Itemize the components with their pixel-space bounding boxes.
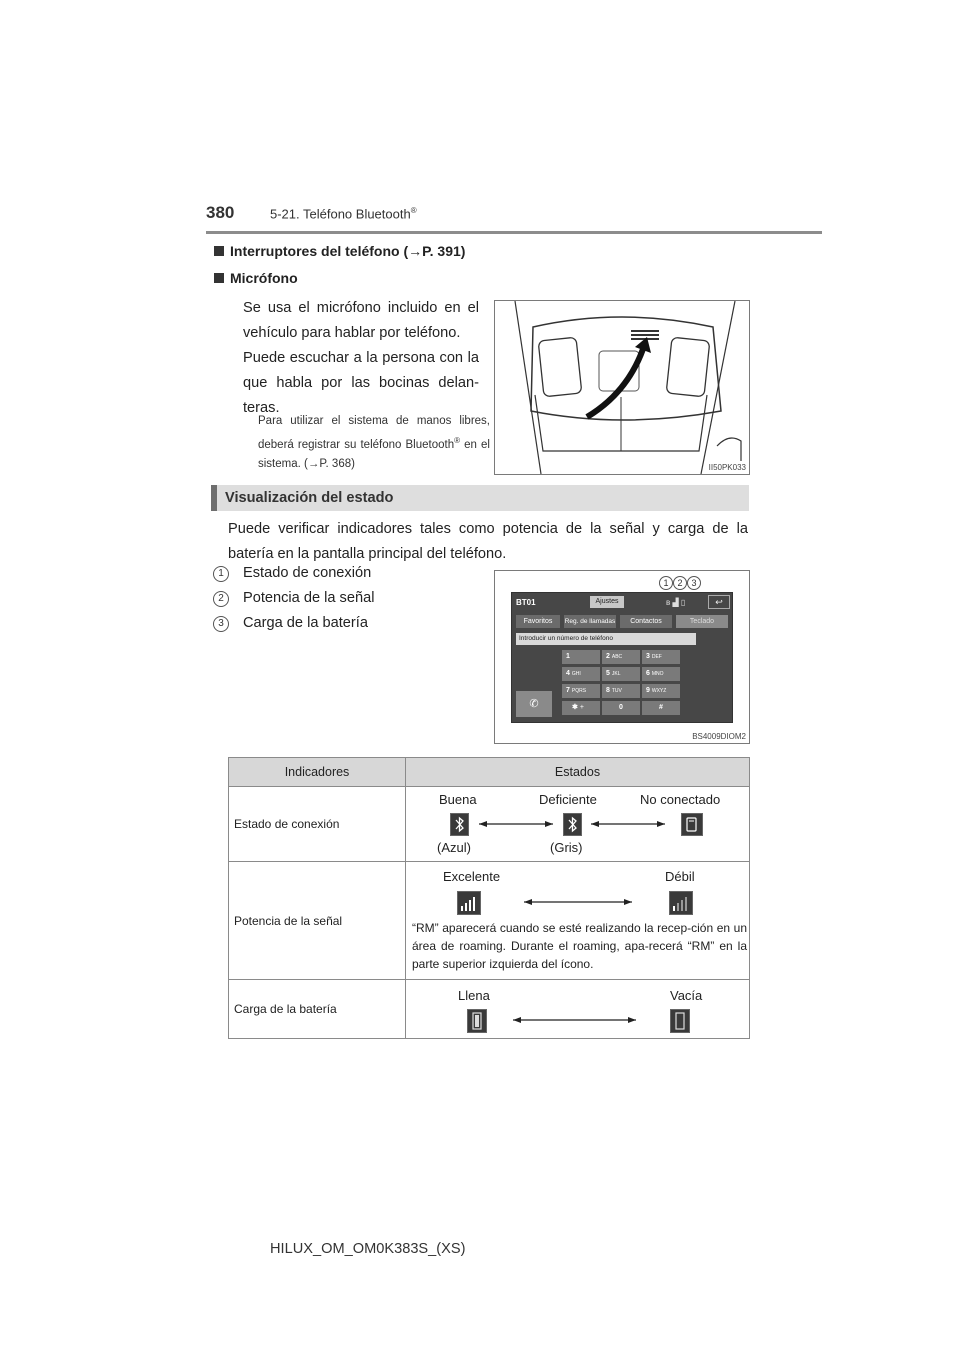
state-label: Débil [665,869,695,884]
tab-contacts[interactable]: Contactos [620,615,672,628]
overhead-console-drawing [495,301,749,474]
tab-call-log[interactable]: Reg. de llamadas [564,615,616,628]
indicator-cell: Estado de conexión [229,787,406,862]
bluetooth-icon: ʙ [666,598,671,607]
microphone-illustration [494,300,750,475]
key-digit: 9 [646,687,650,694]
battery-empty-icon [670,1009,690,1033]
status-item-label: Carga de la batería [243,615,368,631]
document-id: HILUX_OM_OM0K383S_(XS) [270,1241,466,1257]
key-letters: WXYZ [651,688,667,694]
battery-states [407,981,748,1037]
table-row [229,787,750,862]
key-letters: TUV [611,688,622,694]
callout-2: 2 [673,576,687,590]
key-letters: + [579,704,584,711]
battery-icon: ▯ [680,598,686,607]
key-digit: 1 [566,653,570,660]
state-arrows [479,816,779,832]
key-star[interactable] [562,701,600,715]
status-item-label: Potencia de la señal [243,590,375,606]
state-label: Llena [458,988,490,1003]
bluetooth-glyph [451,814,468,835]
state-label: No conectado [640,792,721,807]
key-digit: 2 [606,653,610,660]
microphone-note [258,412,490,474]
phone-icon: ✆ [529,698,539,710]
battery-glyph [671,1010,689,1032]
state-arrow [524,895,634,909]
key-2[interactable] [602,650,640,664]
state-label: Buena [439,792,477,807]
key-hash[interactable] [642,701,680,715]
key-letters: DEF [651,654,662,660]
image-code: BS4009DIOM2 [692,732,746,741]
table-header-row [229,758,750,787]
key-6[interactable] [642,667,680,681]
microphone-paragraph-1: Se usa el micrófono incluido en el vehículo para hablar por teléfono. [243,300,479,341]
screen-title: BT01 [516,598,536,607]
phone-screen-illustration [494,570,750,744]
note-text: Para utilizar el sistema de manos libres, deberá registrar su teléfono Bluetooth [258,415,490,451]
signal-excellent-icon [457,891,481,915]
phone-screen [511,592,733,723]
switches-heading-text: Interruptores del teléfono (→P. 391) [230,243,466,259]
table-header-indicators: Indicadores [229,758,406,787]
status-item-label: Estado de conexión [243,565,372,581]
battery-full-icon [467,1009,487,1033]
key-7[interactable] [562,684,600,698]
color-label: (Azul) [437,840,471,855]
number-badge: 3 [213,616,229,632]
page-number: 380 [206,203,235,222]
settings-button[interactable]: Ajustes [590,596,624,608]
number-badge: 2 [213,591,229,607]
state-arrow [513,1013,638,1027]
roaming-note: “RM” aparecerá cuando se esté realizando la recep-ción en un área de roaming. Durante el roaming, apa-recerá “RM” en la parte superior izquierda del ícono. [412,921,747,971]
registered-mark: ® [454,436,461,445]
key-digit: ✱ [572,704,578,711]
call-button[interactable] [516,691,552,717]
state-label: Deficiente [539,792,597,807]
key-5[interactable] [602,667,640,681]
status-section-header [211,485,749,511]
indicator-cell: Potencia de la señal [229,862,406,980]
table-header-states: Estados [406,758,750,787]
tab-keypad[interactable]: Teclado [676,615,728,628]
key-letters: JKL [611,671,621,677]
bullet-square-icon [214,246,224,256]
switches-heading [214,243,465,259]
key-digit: 4 [566,670,570,677]
table-row [229,862,750,980]
tab-favorites[interactable]: Favoritos [516,615,560,628]
key-digit: 8 [606,687,610,694]
key-digit: 0 [619,704,623,711]
key-letters: MNO [651,671,664,677]
key-4[interactable] [562,667,600,681]
note-text-end: en el sistema. (→P. 368) [258,438,490,470]
registered-mark: ® [410,206,417,215]
signal-bars-glyph [670,892,692,914]
state-label: Excelente [443,869,501,884]
bluetooth-blue-icon [450,813,469,836]
status-indicators [666,598,685,607]
section-bar [211,485,217,511]
signal-weak-icon [669,891,693,915]
key-digit: 7 [566,687,570,694]
phone-number-input[interactable]: Introducir un número de teléfono [516,633,696,645]
states-cell [406,980,750,1039]
microphone-heading-text: Micrófono [230,270,298,286]
states-cell [406,787,750,862]
indicators-table [228,757,750,1039]
bullet-square-icon [214,273,224,283]
key-digit: # [659,704,663,711]
signal-states [407,863,748,978]
key-8[interactable] [602,684,640,698]
microphone-heading [214,270,298,286]
status-section-title: Visualización del estado [225,490,394,506]
color-label: (Gris) [550,840,583,855]
key-1[interactable] [562,650,600,664]
key-digit: 6 [646,670,650,677]
image-code: II50PK033 [708,463,746,472]
status-intro: Puede verificar indicadores tales como potencia de la señal y carga de la batería en la pantalla principal del teléfono. [228,521,748,562]
key-3[interactable] [642,650,680,664]
key-0[interactable] [602,701,640,715]
states-cell [406,862,750,980]
header-rule [206,231,822,234]
key-9[interactable] [642,684,680,698]
back-button[interactable]: ↩ [708,595,730,609]
signal-icon: ▟ [672,598,679,607]
signal-bars-glyph [458,892,480,914]
connection-states [407,788,748,860]
chapter-title-text: 5-21. Teléfono Bluetooth [270,206,411,222]
callout-1: 1 [659,576,673,590]
indicator-cell: Carga de la batería [229,980,406,1039]
chapter-title [270,206,417,221]
key-digit: 3 [646,653,650,660]
callout-3: 3 [687,576,701,590]
state-label: Vacía [670,988,703,1003]
number-badge: 1 [213,566,229,582]
microphone-paragraph-2: Puede escuchar a la persona con la que habla por las bocinas delan-teras. [243,350,479,416]
table-row [229,980,750,1039]
key-letters: GHI [571,671,581,677]
key-letters: ABC [611,654,623,660]
battery-glyph [468,1010,486,1032]
key-letters: PQRS [571,688,587,694]
key-digit: 5 [606,670,610,677]
